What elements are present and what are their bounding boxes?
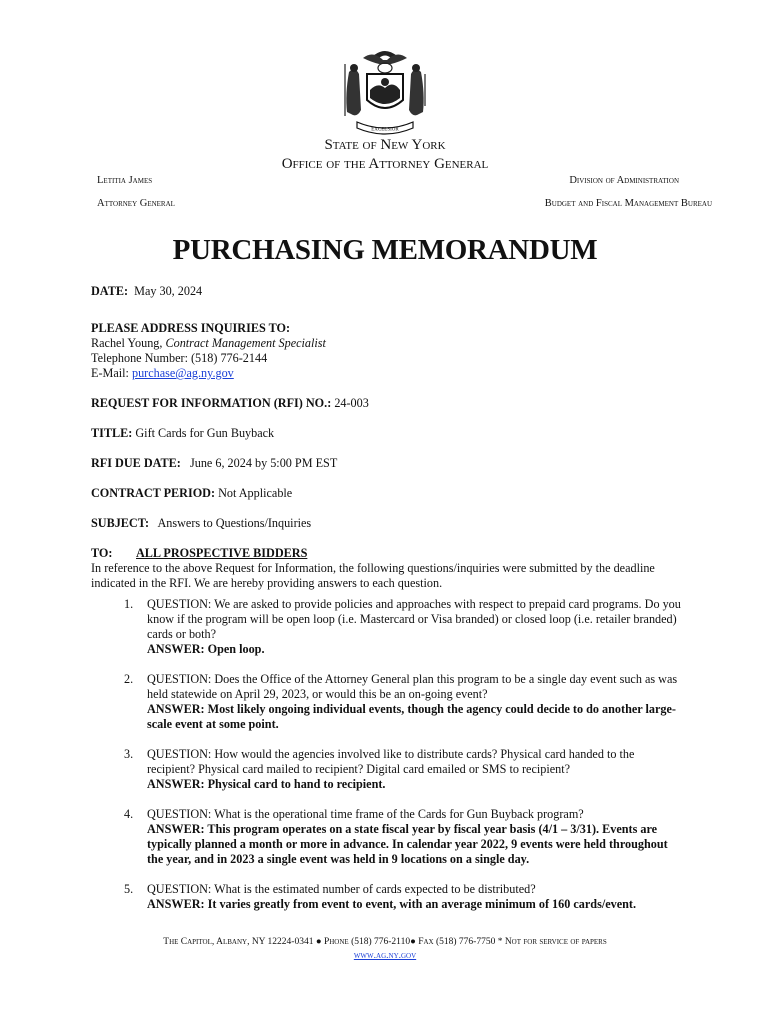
division-name: Division of Administration [569, 175, 679, 186]
to-line [91, 546, 691, 561]
to-label: TO: [91, 546, 113, 560]
memo-title: PURCHASING MEMORANDUM [172, 234, 598, 266]
qa-number: 4. [124, 807, 134, 821]
subject-line [91, 516, 691, 531]
contact-phone: Telephone Number: (518) 776-2144 [91, 351, 268, 365]
contact-name: Rachel Young, [91, 336, 163, 350]
qa-item [124, 882, 684, 912]
contact-line [91, 336, 691, 351]
rfi-value: 24-003 [334, 396, 369, 410]
agency-state-name: State of New York [324, 137, 446, 153]
qa-question: QUESTION: Does the Office of the Attorney General plan this program to be a single day event such as was held statewide on April 29, 2023, or would this be an on-going event? [147, 672, 678, 701]
email-label: E-Mail: [91, 366, 129, 380]
title-line [91, 426, 691, 441]
qa-answer: ANSWER: Open loop. [147, 642, 265, 656]
contract-period-label: CONTRACT PERIOD: [91, 486, 216, 500]
date-value: May 30, 2024 [134, 284, 203, 298]
due-date-label: RFI DUE DATE: [91, 456, 181, 470]
qa-number: 1. [124, 597, 134, 611]
due-date-line [91, 456, 691, 471]
qa-question: QUESTION: How would the agencies involved like to distribute cards? Physical card handed to the recipient? Physical card mailed to recipient? Digital card emailed or SMS to recipient? [147, 747, 635, 776]
qa-answer: ANSWER: This program operates on a state fiscal year by fiscal year basis (4/1 – 3/31). Events are typically planned a month or more in advance. In calendar year 2022, 9 events were held throughout the year, and in 2023 a single event was held in 9 locations on a single day. [147, 822, 668, 866]
qa-number: 3. [124, 747, 134, 761]
email-link[interactable]: purchase@ag.ny.gov [131, 366, 234, 380]
attorney-general-name: Letitia James [97, 175, 153, 186]
seal-banner-text: EXCELSIOR [371, 127, 399, 133]
date-line [91, 284, 691, 299]
footer-address: The Capitol, Albany, NY 12224-0341 ● Phone (518) 776-2110● Fax (518) 776-7750 * Not for service of papers [163, 937, 607, 947]
qa-question: QUESTION: What is the estimated number of cards expected to be distributed? [147, 882, 536, 896]
qa-item [124, 672, 684, 732]
qa-list [124, 597, 684, 927]
date-label: DATE: [91, 284, 129, 298]
qa-question: QUESTION: We are asked to provide policies and approaches with respect to prepaid card programs. Do you know if the program will be open loop (i.e. Mastercard or Visa branded) or closed loop (i.e. retailer branded) cards or both? [147, 597, 681, 641]
attorney-general-title: Attorney General [97, 198, 175, 209]
rfi-line [91, 396, 691, 411]
qa-item [124, 597, 684, 657]
new-york-state-seal-icon [333, 44, 437, 138]
agency-office-name: Office of the Attorney General [281, 156, 489, 172]
intro-paragraph: In reference to the above Request for Information, the following questions/inquiries were submitted by the deadline indicated in the RFI. We are hereby providing answers to each question. [91, 561, 655, 590]
bureau-name: Budget and Fiscal Management Bureau [544, 198, 712, 209]
rfi-label: REQUEST FOR INFORMATION (RFI) NO.: [91, 396, 332, 410]
subject-label: SUBJECT: [91, 516, 150, 530]
contact-role: Contract Management Specialist [165, 336, 326, 350]
title-label: TITLE: [91, 426, 133, 440]
title-value: Gift Cards for Gun Buyback [135, 426, 275, 440]
qa-item [124, 747, 684, 792]
memo-body [91, 284, 691, 591]
subject-value: Answers to Questions/Inquiries [157, 516, 312, 530]
footer-website-link[interactable]: www.ag.ny.gov [353, 951, 417, 961]
to-value: ALL PROSPECTIVE BIDDERS [136, 546, 308, 560]
qa-answer: ANSWER: Physical card to hand to recipient. [147, 777, 386, 791]
inquiries-label: PLEASE ADDRESS INQUIRIES TO: [91, 321, 291, 335]
qa-number: 5. [124, 882, 134, 896]
qa-item [124, 807, 684, 867]
contract-period-value: Not Applicable [218, 486, 293, 500]
contact-email-line [91, 366, 691, 381]
inquiries-block [91, 321, 691, 381]
qa-answer: ANSWER: Most likely ongoing individual events, though the agency could decide to do another large-scale event at some point. [147, 702, 676, 731]
qa-answer: ANSWER: It varies greatly from event to event, with an average minimum of 160 cards/event. [147, 897, 636, 911]
qa-number: 2. [124, 672, 134, 686]
contract-period-line [91, 486, 691, 501]
qa-question: QUESTION: What is the operational time frame of the Cards for Gun Buyback program? [147, 807, 584, 821]
due-date-value: June 6, 2024 by 5:00 PM EST [189, 456, 338, 470]
